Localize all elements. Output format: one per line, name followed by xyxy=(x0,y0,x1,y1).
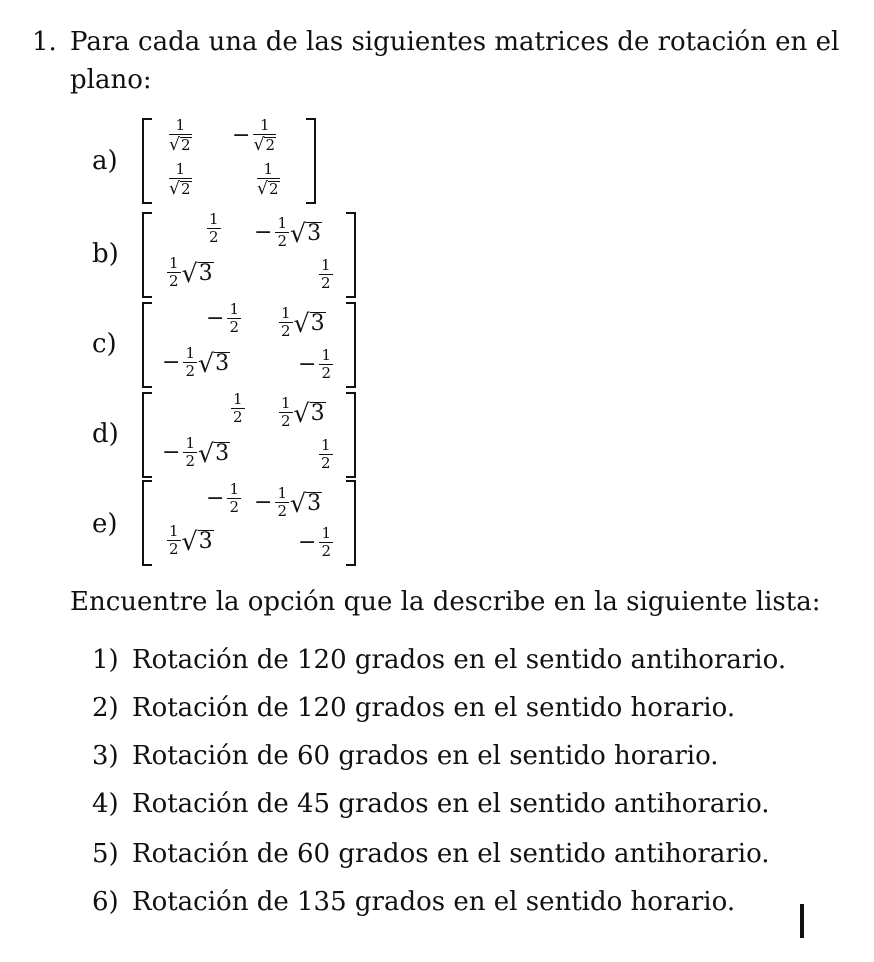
matrix-e-r2c1: $\frac{1}{2}$ √ 3 xyxy=(169,522,213,558)
option-number: 5) xyxy=(92,839,119,869)
left-bracket xyxy=(142,480,152,566)
matrix-label-c: c) xyxy=(92,329,117,359)
matrix-c xyxy=(142,300,356,390)
matrix-b xyxy=(142,210,356,300)
option-number: 3) xyxy=(92,741,119,771)
prompt-text: Encuentre la opción que la describe en la siguiente lista: xyxy=(70,587,821,617)
matrix-d-r2c2: $\frac{1}{2}$ xyxy=(321,436,331,472)
matrix-d-r1c1: $\frac{1}{2}$ xyxy=(233,390,243,426)
question-number: 1. xyxy=(32,27,57,57)
option-text: Rotación de 120 grados en el sentido horario. xyxy=(132,693,736,723)
option-number: 1) xyxy=(92,645,119,675)
matrix-e-r1c1: − $\frac{1}{2}$ xyxy=(206,480,239,516)
matrix-e-r2c2: − $\frac{1}{2}$ xyxy=(298,524,331,560)
left-bracket xyxy=(142,392,152,478)
option-number: 6) xyxy=(92,887,119,917)
matrix-e xyxy=(142,478,356,568)
right-bracket xyxy=(346,302,356,388)
matrix-b-r1c2: − $\frac{1}{2}$ √ 3 xyxy=(254,214,322,250)
matrix-a-r2c2: 1 √ 2 xyxy=(257,160,279,199)
right-bracket xyxy=(346,392,356,478)
matrix-e-r1c2: − $\frac{1}{2}$ √ 3 xyxy=(254,484,322,520)
option-text: Rotación de 60 grados en el sentido horario. xyxy=(132,741,719,771)
option-text: Rotación de 135 grados en el sentido horario. xyxy=(132,887,736,917)
matrix-a-r1c2: − 1 √ 2 xyxy=(232,116,275,155)
right-bracket xyxy=(306,118,316,204)
matrix-label-e: e) xyxy=(92,509,118,539)
right-bracket xyxy=(346,480,356,566)
left-bracket xyxy=(142,212,152,298)
option-number: 4) xyxy=(92,789,119,819)
matrix-a-r1c1: 1 √ 2 xyxy=(169,116,191,155)
matrix-b-r2c1: $\frac{1}{2}$ √ 3 xyxy=(169,254,213,290)
right-bracket xyxy=(346,212,356,298)
matrix-c-r1c1: − $\frac{1}{2}$ xyxy=(206,300,239,336)
matrix-c-r1c2: $\frac{1}{2}$ √ 3 xyxy=(281,304,325,340)
matrix-a xyxy=(142,116,316,206)
matrix-d-r2c1: − $\frac{1}{2}$ √ 3 xyxy=(162,434,230,470)
option-text: Rotación de 60 grados en el sentido antihorario. xyxy=(132,839,770,869)
matrix-b-r1c1: $\frac{1}{2}$ xyxy=(209,210,219,246)
matrix-d-r1c2: $\frac{1}{2}$ √ 3 xyxy=(281,394,325,430)
option-text: Rotación de 120 grados en el sentido antihorario. xyxy=(132,645,787,675)
matrix-d xyxy=(142,390,356,480)
matrix-b-r2c2: $\frac{1}{2}$ xyxy=(321,256,331,292)
option-text: Rotación de 45 grados en el sentido antihorario. xyxy=(132,789,770,819)
matrix-label-a: a) xyxy=(92,146,118,176)
text-cursor xyxy=(800,904,804,938)
question-intro-line-2: plano: xyxy=(70,65,152,95)
matrix-label-d: d) xyxy=(92,419,119,449)
matrix-a-r2c1: 1 √ 2 xyxy=(169,160,191,199)
option-number: 2) xyxy=(92,693,119,723)
question-intro-line-1: Para cada una de las siguientes matrices de rotación en el xyxy=(70,27,840,57)
matrix-c-r2c2: − $\frac{1}{2}$ xyxy=(298,346,331,382)
matrix-c-r2c1: − $\frac{1}{2}$ √ 3 xyxy=(162,344,230,380)
left-bracket xyxy=(142,118,152,204)
matrix-label-b: b) xyxy=(92,239,119,269)
left-bracket xyxy=(142,302,152,388)
